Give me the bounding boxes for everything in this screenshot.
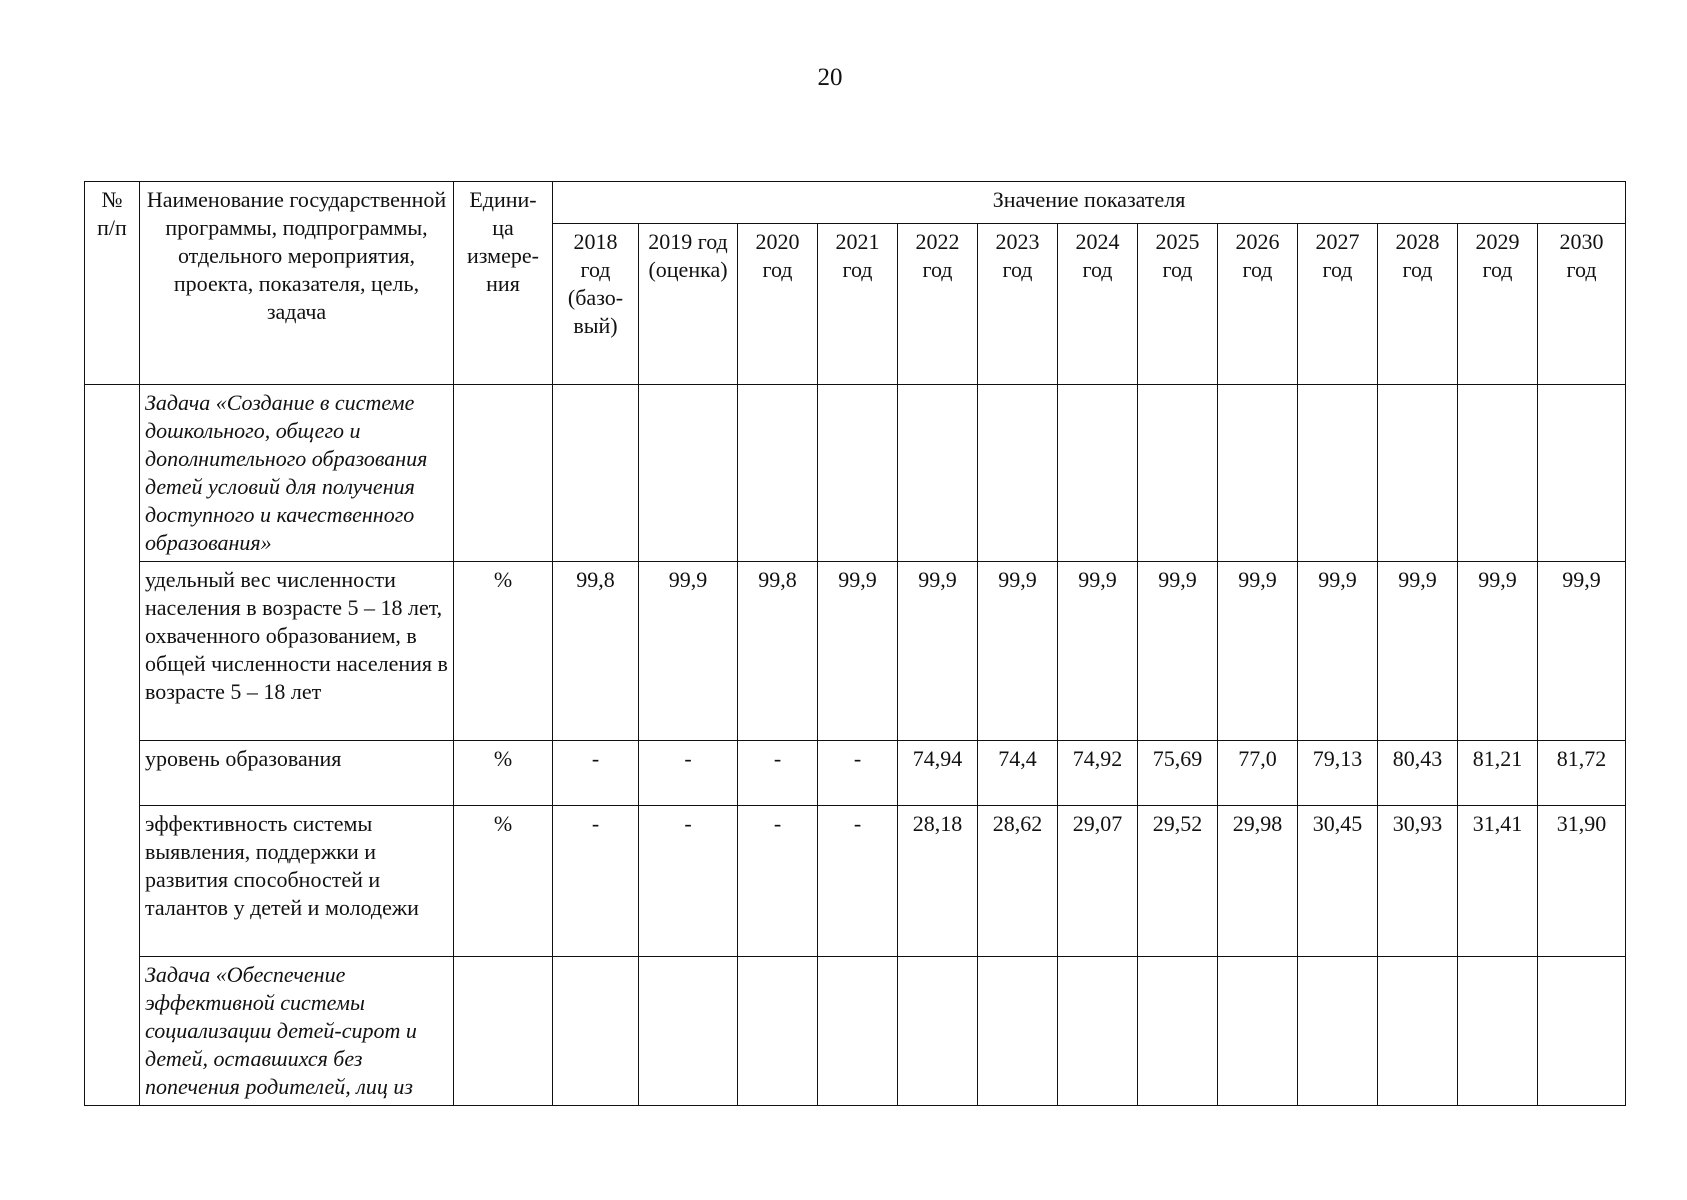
header-year: 2026 год [1218,224,1298,385]
value-cell: 99,9 [1378,562,1458,741]
value-cell: 80,43 [1378,741,1458,806]
task-name: Задача «Обеспечение эффективной системы социализации детей-сирот и детей, оставшихся без попечения родителей, лиц из [140,957,454,1106]
header-year: 2023 год [978,224,1058,385]
value-cell: 99,8 [553,562,639,741]
value-cell: 29,98 [1218,806,1298,957]
value-cell [738,957,818,1106]
table-row [85,385,1626,562]
value-cell: 75,69 [1138,741,1218,806]
value-cell: - [738,806,818,957]
unit-cell [454,385,553,562]
header-year: 2030 год [1538,224,1626,385]
value-cell: 99,9 [1458,562,1538,741]
value-cell: - [639,806,738,957]
value-cell: 99,9 [1218,562,1298,741]
value-cell [1538,385,1626,562]
value-cell [553,385,639,562]
value-cell [1218,957,1298,1106]
value-cell: 74,92 [1058,741,1138,806]
value-cell [818,957,898,1106]
header-num: № п/п [85,182,140,385]
value-cell: 79,13 [1298,741,1378,806]
value-cell: 81,21 [1458,741,1538,806]
value-cell [1138,385,1218,562]
value-cell: 29,52 [1138,806,1218,957]
value-cell [1058,957,1138,1106]
table-row [85,806,1626,957]
value-cell: 29,07 [1058,806,1138,957]
header-year: 2028 год [1378,224,1458,385]
page-number: 20 [817,64,843,91]
value-cell [1378,385,1458,562]
value-cell [1458,957,1538,1106]
header-row-1 [85,182,1626,224]
value-cell [1458,385,1538,562]
task-name: Задача «Создание в системе дошкольного, общего и дополнительного образования детей условий для получения доступного и качественного образования» [140,385,454,562]
value-cell: 30,45 [1298,806,1378,957]
value-cell: - [738,741,818,806]
header-year: 2025 год [1138,224,1218,385]
value-cell: 30,93 [1378,806,1458,957]
indicators-table [84,181,1626,1106]
value-cell: 99,8 [738,562,818,741]
header-year: 2022 год [898,224,978,385]
indicator-name: удельный вес численности населения в возрасте 5 – 18 лет, охваченного образованием, в общей численности населения в возрасте 5 – 18 лет [140,562,454,741]
value-cell: 99,9 [1138,562,1218,741]
table-row [85,741,1626,806]
value-cell [1218,385,1298,562]
indicator-name: эффективность системы выявления, поддержки и развития способностей и талантов у детей и молодежи [140,806,454,957]
value-cell [1298,385,1378,562]
header-year: 2020 год [738,224,818,385]
value-cell [639,385,738,562]
indicator-name: уровень образования [140,741,454,806]
unit-cell: % [454,562,553,741]
value-cell: 99,9 [1058,562,1138,741]
value-cell: - [818,806,898,957]
value-cell: 99,9 [1298,562,1378,741]
value-cell [1138,957,1218,1106]
value-cell [898,957,978,1106]
value-cell: 99,9 [898,562,978,741]
header-year: 2027 год [1298,224,1378,385]
row-number-cell [85,385,140,1106]
value-cell: 99,9 [1538,562,1626,741]
value-cell [818,385,898,562]
header-year: 2024 год [1058,224,1138,385]
value-cell: - [818,741,898,806]
value-cell: 31,41 [1458,806,1538,957]
value-cell: 28,18 [898,806,978,957]
unit-cell: % [454,806,553,957]
value-cell: 74,4 [978,741,1058,806]
table-row [85,562,1626,741]
header-year: 2019 год (оценка) [639,224,738,385]
header-year: 2018 год (базо-вый) [553,224,639,385]
header-name: Наименование государственной программы, подпрограммы, отдельного мероприятия, проекта, показателя, цель, задача [140,182,454,385]
value-cell [738,385,818,562]
unit-cell: % [454,741,553,806]
value-cell: 99,9 [639,562,738,741]
value-cell: 99,9 [818,562,898,741]
header-unit: Едини-ца измере-ния [454,182,553,385]
value-cell: - [553,741,639,806]
value-cell [1538,957,1626,1106]
value-cell: - [639,741,738,806]
value-cell [639,957,738,1106]
value-cell [1298,957,1378,1106]
value-cell: 81,72 [1538,741,1626,806]
value-cell: 77,0 [1218,741,1298,806]
value-cell: 28,62 [978,806,1058,957]
value-cell [978,957,1058,1106]
value-cell: 31,90 [1538,806,1626,957]
unit-cell [454,957,553,1106]
header-year: 2029 год [1458,224,1538,385]
header-year: 2021 год [818,224,898,385]
value-cell: 99,9 [978,562,1058,741]
table-row [85,957,1626,1106]
value-cell [1058,385,1138,562]
value-cell [1378,957,1458,1106]
value-cell [978,385,1058,562]
value-cell: - [553,806,639,957]
value-cell: 74,94 [898,741,978,806]
header-values-group: Значение показателя [553,182,1626,224]
value-cell [898,385,978,562]
value-cell [553,957,639,1106]
